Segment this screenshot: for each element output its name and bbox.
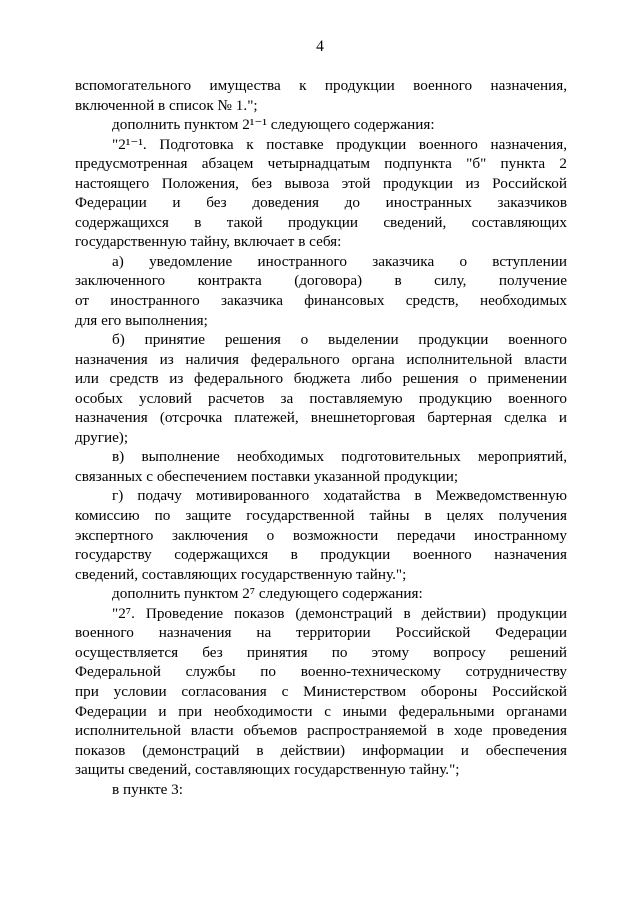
text-line: б) принятие решения о выделении продукции военного [112,331,567,349]
text-line: сведений, составляющих государственную тайну."; [75,565,407,583]
text-line: г) подачу мотивированного ходатайства в Межведомственную [112,487,567,505]
text-line: или средств из федерального бюджета либо решения о применении [75,370,567,388]
text-line: военного назначения на территории Российской Федерации [75,624,567,642]
text-line: настоящего Положения, без вывоза этой продукции из Российской [75,174,567,192]
text-line: дополнить пунктом 2¹⁻¹ следующего содержания: [112,116,435,134]
text-line: Федеральной службы по военно-техническому сотрудничеству [75,663,567,681]
text-line: предусмотренная абзацем четырнадцатым подпункта "б" пункта 2 [75,155,567,173]
text-line: комиссию по защите государственной тайны в целях получения [75,507,567,525]
text-line: исполнительной власти объемов распространяемой в ходе проведения [75,722,567,740]
text-line: назначения (отсрочка платежей, внешнеторговая бартерная сделка и [75,409,567,427]
text-line: содержащихся в такой продукции сведений, составляющих [75,213,567,231]
text-line: показов (демонстраций в действии) информации и обеспечения [75,741,567,759]
text-line: государству содержащихся в продукции военного назначения [75,546,567,564]
text-line: "2¹⁻¹. Подготовка к поставке продукции военного назначения, [112,135,567,153]
text-line: для его выполнения; [75,311,208,329]
text-line: от иностранного заказчика финансовых средств, необходимых [75,292,567,310]
text-line: включенной в список № 1."; [75,96,258,114]
text-line: а) уведомление иностранного заказчика о вступлении [112,252,567,270]
text-line: защиты сведений, составляющих государственную тайну."; [75,761,460,779]
text-line: Федерации и без доведения до иностранных заказчиков [75,194,567,212]
text-line: особых условий расчетов за поставляемую продукцию военного [75,389,567,407]
page-number: 4 [316,38,324,55]
text-line: в пункте 3: [112,780,183,798]
text-line: дополнить пунктом 2⁷ следующего содержания: [112,585,423,603]
text-line: осуществляется без принятия по этому вопросу решений [75,643,567,661]
text-line: экспертного заключения о возможности передачи иностранному [75,526,567,544]
text-line: в) выполнение необходимых подготовительных мероприятий, [112,448,567,466]
text-line: другие); [75,428,129,446]
text-line: назначения из наличия федерального органа исполнительной власти [75,350,567,368]
text-line: "2⁷. Проведение показов (демонстраций в действии) продукции [112,604,567,622]
text-line: государственную тайну, включает в себя: [75,233,342,251]
text-line: Федерации и при необходимости с иными федеральными органами [75,702,567,720]
text-line: связанных с обеспечением поставки указанной продукции; [75,467,459,485]
text-line: при условии согласования с Министерством обороны Российской [75,682,567,700]
text-line: заключенного контракта (договора) в силу, получение [75,272,567,290]
document-body [75,76,567,799]
text-line: вспомогательного имущества к продукции военного назначения, [75,77,567,94]
